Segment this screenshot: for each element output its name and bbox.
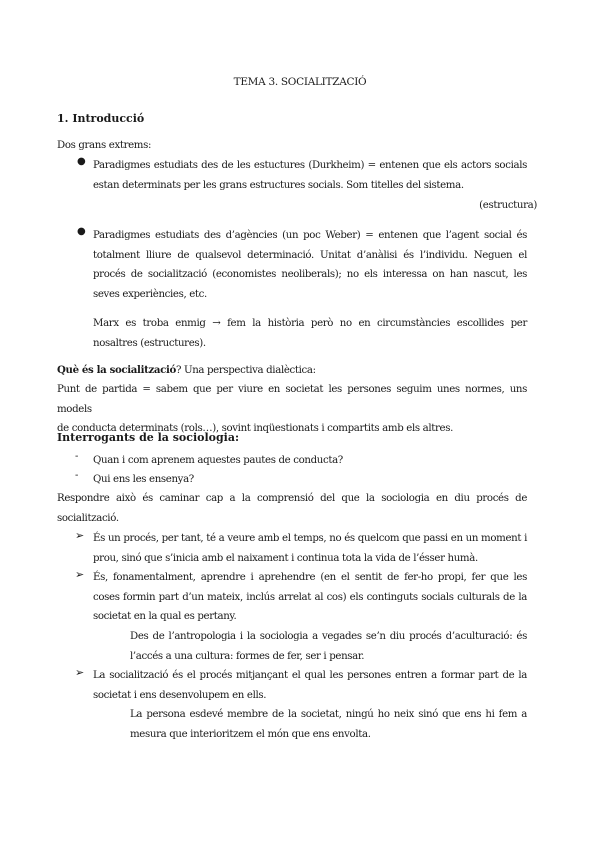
text-line: Punt de partida = sabem que per viure en societat les persones seguim unes normes, uns models <box>57 384 527 415</box>
text-line: societat i ens desenvolupem en ells. <box>93 689 267 701</box>
bullet-marker: ● <box>77 226 86 237</box>
text-line: mesura que interioritzem el món que ens envolta. <box>130 728 371 740</box>
arrow-paragraph-aprendre <box>93 568 527 627</box>
text-line: seves experiències, etc. <box>93 288 207 300</box>
text-line: l’accés a una cultura: formes de fer, ser i pensar. <box>130 650 365 662</box>
intro-text: Dos grans extrems: <box>57 140 152 151</box>
dash-item: Quan i com aprenem aquestes pautes de conducta? <box>93 455 343 466</box>
arrow-marker: ➢ <box>75 568 85 581</box>
dash-marker: - <box>75 451 79 462</box>
text-line: Paradigmes estudiats des de les estuctures (Durkheim) = entenen que els actors socials <box>93 160 527 171</box>
text-line: coses formin part d’un mateix, inclús arrelat al cos) els continguts socials culturals de la <box>93 591 527 603</box>
membre-paragraph <box>130 705 527 744</box>
arrow-paragraph-proces <box>93 529 527 568</box>
text-line: societat en la qual es pertany. <box>93 611 237 622</box>
marx-paragraph <box>93 314 527 353</box>
text-line: de conducta determinats (rols…), sovint inqüestionats i compartits amb els altres. <box>57 423 453 434</box>
text-line: Respondre això és caminar cap a la comprensió del que la sociologia en diu procés de <box>57 493 527 504</box>
text-line: La persona esdevé membre de la societat, ningú ho neix sinó que ens hi fem a <box>130 709 527 720</box>
aculturacio-paragraph <box>130 627 527 666</box>
text-line: És un procés, per tant, té a veure amb el temps, no és quelcom que passi en un moment i <box>93 533 527 544</box>
arrow-paragraph-socialitzacio <box>93 666 527 705</box>
bullet-marker: ● <box>77 156 86 167</box>
text-line: La socialització és el procés mitjançant el qual les persones entren a formar part de la <box>93 670 527 681</box>
interrogants-heading: Interrogants de la sociologia: <box>57 431 240 444</box>
dash-marker: - <box>75 470 79 481</box>
text-line: prou, sinó que s’inicia amb el naixament i continua tota la vida de l’ésser humà. <box>93 552 478 564</box>
text-line: totalment lliure de qualsevol determinació. Unitat d’anàlisi és l’individu. Neguen el <box>93 249 527 261</box>
text-line: estan determinats per les grans estructures socials. Som titelles del sistema. <box>93 179 464 191</box>
arrow-marker: ➢ <box>75 529 85 542</box>
section-heading-introduccio: 1. Introducció <box>57 112 145 125</box>
socialitzacio-question-bold: Què és la socialització <box>57 364 176 376</box>
respondre-paragraph <box>57 489 527 528</box>
text-line: Des de l’antropologia i la sociologia a vegades se’n diu procés d’aculturació: és <box>130 631 527 642</box>
arrow-marker: ➢ <box>75 666 85 679</box>
bullet-paragraph-agencies <box>93 226 527 304</box>
text-line: nosaltres (estructures). <box>93 337 206 349</box>
document-title: TEMA 3. SOCIALITZACIÓ <box>233 76 367 88</box>
text-line: socialització. <box>57 512 119 524</box>
dash-item: Qui ens les ensenya? <box>93 474 194 485</box>
text-line: Marx es troba enmig → fem la història però no en circumstàncies escollides per <box>93 318 527 329</box>
text-line: Paradigmes estudiats des d’agències (un poc Weber) = entenen que l’agent social és <box>93 230 527 241</box>
socialitzacio-paragraph <box>57 380 527 439</box>
tag-estructura: (estructura) <box>479 200 537 211</box>
text-line: És, fonamentalment, aprendre i aprehendre (en el sentit de fer-ho propi, fer que les <box>93 572 527 583</box>
socialitzacio-question-rest: ? Una perspectiva dialèctica: <box>175 365 316 376</box>
socialitzacio-question <box>57 361 316 381</box>
text-line: procés de socialització (economistes neoliberals); no els interessa on han nascut, les <box>93 269 527 280</box>
bullet-paragraph-estructures <box>93 156 527 195</box>
